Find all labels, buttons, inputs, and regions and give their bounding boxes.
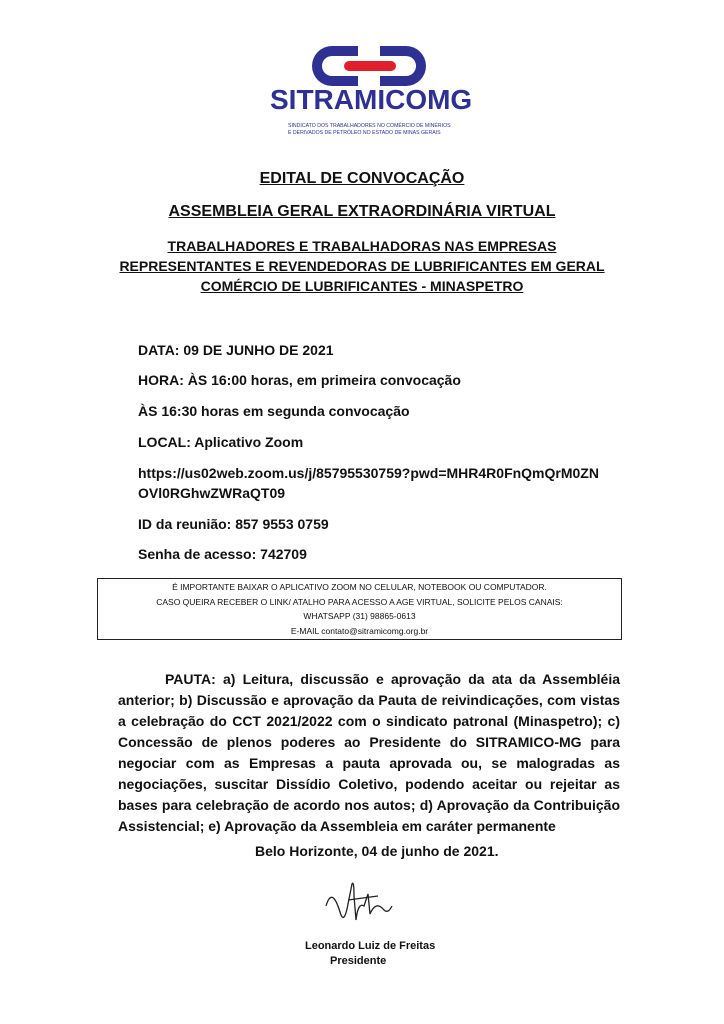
notice-box: [97, 578, 622, 640]
signer-role: Presidente: [330, 955, 387, 967]
meeting-password: Senha de acesso: 742709: [138, 546, 307, 562]
signer-name: Leonardo Luiz de Freitas: [305, 940, 436, 952]
subtitle-line-2: REPRESENTANTES E REVENDEDORAS DE LUBRIFICANTES EM GERAL: [119, 258, 605, 274]
subtitle-line-3: COMÉRCIO DE LUBRIFICANTES - MINASPETRO: [200, 278, 524, 294]
pauta-text: PAUTA: a) Leitura, discussão e aprovação da ata da Assembléia anterior; b) Discussão e aprovação da Pauta de reivindicações, com vistas a celebração do CCT 2021/2022 com o sindicato patronal (Minaspetro); c) Concessão de plenos poderes ao Presidente do SITRAMICO-MG para negociar com as Empresas a pauta aprovada ou, se malogradas as negociações, suscitar Dissídio Coletivo, podendo aceitar ou rejeitar as bases para celebração de acordo nos autos; d) Aprovação da Contribuição Assistencial; e) Aprovação da Assembleia em caráter permanente: [118, 671, 620, 834]
notice-email: E-MAIL contato@sitramicomg.org.br: [290, 625, 429, 636]
logo-subtitle: SINDICATO DOS TRABALHADORES NO COMÉRCIO DE MINÉRIOS E DERIVADOS DE PETRÓLEO NO ESTADO DE MINAS GERAIS: [288, 123, 451, 136]
assembleia-title: ASSEMBLEIA GERAL EXTRAORDINÁRIA VIRTUAL: [168, 203, 556, 220]
signature: [318, 876, 398, 938]
meeting-location: LOCAL: Aplicativo Zoom: [138, 434, 304, 450]
logo-text: SITRAMICOMG: [270, 84, 473, 115]
subtitle-line-1: TRABALHADORES E TRABALHADORAS NAS EMPRESAS: [167, 238, 557, 254]
place-date: Belo Horizonte, 04 de junho de 2021.: [255, 843, 499, 859]
meeting-id: ID da reunião: 857 9553 0759: [138, 516, 329, 532]
meeting-time: HORA: ÀS 16:00 horas, em primeira convocação: [138, 372, 461, 388]
notice-line: É IMPORTANTE BAIXAR O APLICATIVO ZOOM NO CELULAR, NOTEBOOK OU COMPUTADOR.: [172, 582, 547, 592]
pauta-paragraph: [118, 669, 620, 837]
edital-title: EDITAL DE CONVOCAÇÃO: [259, 170, 465, 187]
notice-whatsapp: WHATSAPP (31) 98865-0613: [303, 611, 416, 621]
zoom-link-line-2[interactable]: OVl0RGhwZWRaQT09: [138, 485, 286, 501]
meeting-time-second: ÀS 16:30 horas em segunda convocação: [138, 403, 410, 419]
zoom-link-line-1[interactable]: https://us02web.zoom.us/j/85795530759?pwd=MHR4R0FnQmQrM0ZN: [138, 465, 599, 481]
notice-line: CASO QUEIRA RECEBER O LINK/ ATALHO PARA ACESSO A AGE VIRTUAL, SOLICITE PELOS CANAIS:: [156, 596, 563, 607]
meeting-date: DATA: 09 DE JUNHO DE 2021: [138, 342, 334, 358]
